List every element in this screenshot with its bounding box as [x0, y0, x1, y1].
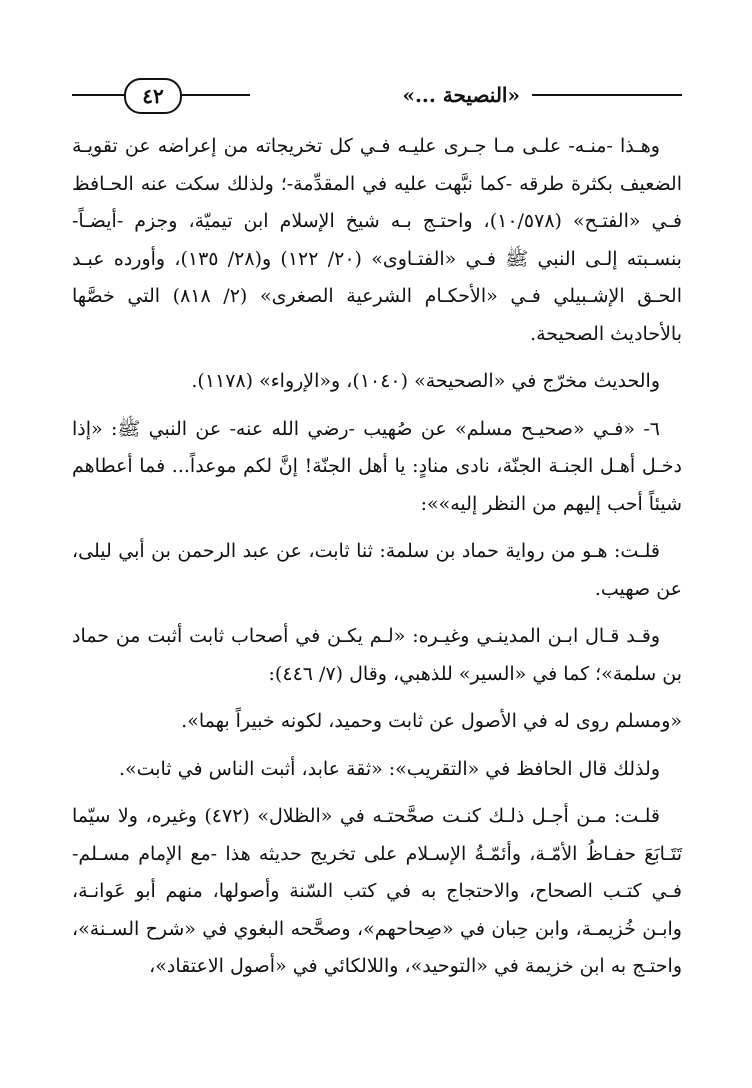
paragraph: ٦- «فـي «صحيـح مسلم» عن صُهيب -رضي الله عنه- عن النبي ﷺ: «إذا دخـل أهـل الجنـة الجنّة، نادى منادٍ: يا أهل الجنّة! إنَّ لكم موعداً... فما أعطاهم شيئاً أحب إليهم من النظر إليه»»:: [72, 417, 682, 515]
header-rule-right: [532, 94, 682, 96]
paragraph: قلـت: هـو من رواية حماد بن سلمة: ثنا ثابت، عن عبد الرحمن بن أبي ليلى، عن صهيب.: [72, 540, 682, 600]
paragraph: وهـذا -منـه- علـى مـا جـرى عليـه فـي كل تخريجاته من إعراضه عن تقويـة الضعيف بكثرة طرقه -كما نبَّهت عليه في المقدِّمة-؛ ولذلك سكت عنه الحـافظ فـي «الفتـح» (١٠/٥٧٨)، واحتـج بـه شيخ الإسلام ابن تيميّة، وجزم -أيضـاً- بنسـبته إلـى النبي ﷺ فـي «الفتـاوى» (٢٠/ ١٢٢) و(٢٨/ ١٣٥)، وأورده عبـد الحـق الإشـبيلي فـي «الأحكـام الشرعية الصغرى» (٢/ ٨١٨) التي خصَّها بالأحاديث الصحيحة.: [72, 135, 682, 345]
paragraph: وقـد قـال ابـن المدينـي وغيـره: «لـم يكـن في أصحاب ثابت أثبت من حماد بن سلمة»؛ كما في «السير» للذهبي، وقال (٧/ ٤٤٦):: [72, 625, 682, 685]
paragraph: قلـت: مـن أجـل ذلـك كنـت صحَّحتـه في «الظلال» (٤٧٢) وغيره، ولا سيّما تَتَـابَعَ حفـاظُ الأمّـة، وأئمّـةُ الإسـلام على تخريج حديثه هذا -مع الإمام مسـلم- فـي كتـب الصحاح، والاحتجاج به في كتب السّنة وأصولها، منهم أبو عَوانـة، وابـن خُزيمـة، وابن حِبان في «صِحاحهم»، وصحَّحه البغوي في «شرح السـنة»، واحتـج به ابن خزيمة في «التوحيد»، واللالكائي في «أصول الاعتقاد»،: [72, 805, 682, 977]
document-page: [72, 70, 682, 1050]
paragraph: والحديث مخرّج في «الصحيحة» (١٠٤٠)، و«الإرواء» (١١٧٨).: [191, 370, 660, 392]
quote-paragraph: «ومسلم روى له في الأصول عن ثابت وحميد، لكونه خبيراً بهما».: [181, 710, 682, 732]
body-text: [72, 128, 682, 986]
page-header: [72, 70, 682, 120]
paragraph: ولذلك قال الحافظ في «التقريب»: «ثقة عابد، أثبت الناس في ثابت».: [118, 757, 660, 780]
running-title: «النصيحة ...»: [402, 83, 520, 107]
page-number: ٤٢: [124, 78, 182, 114]
